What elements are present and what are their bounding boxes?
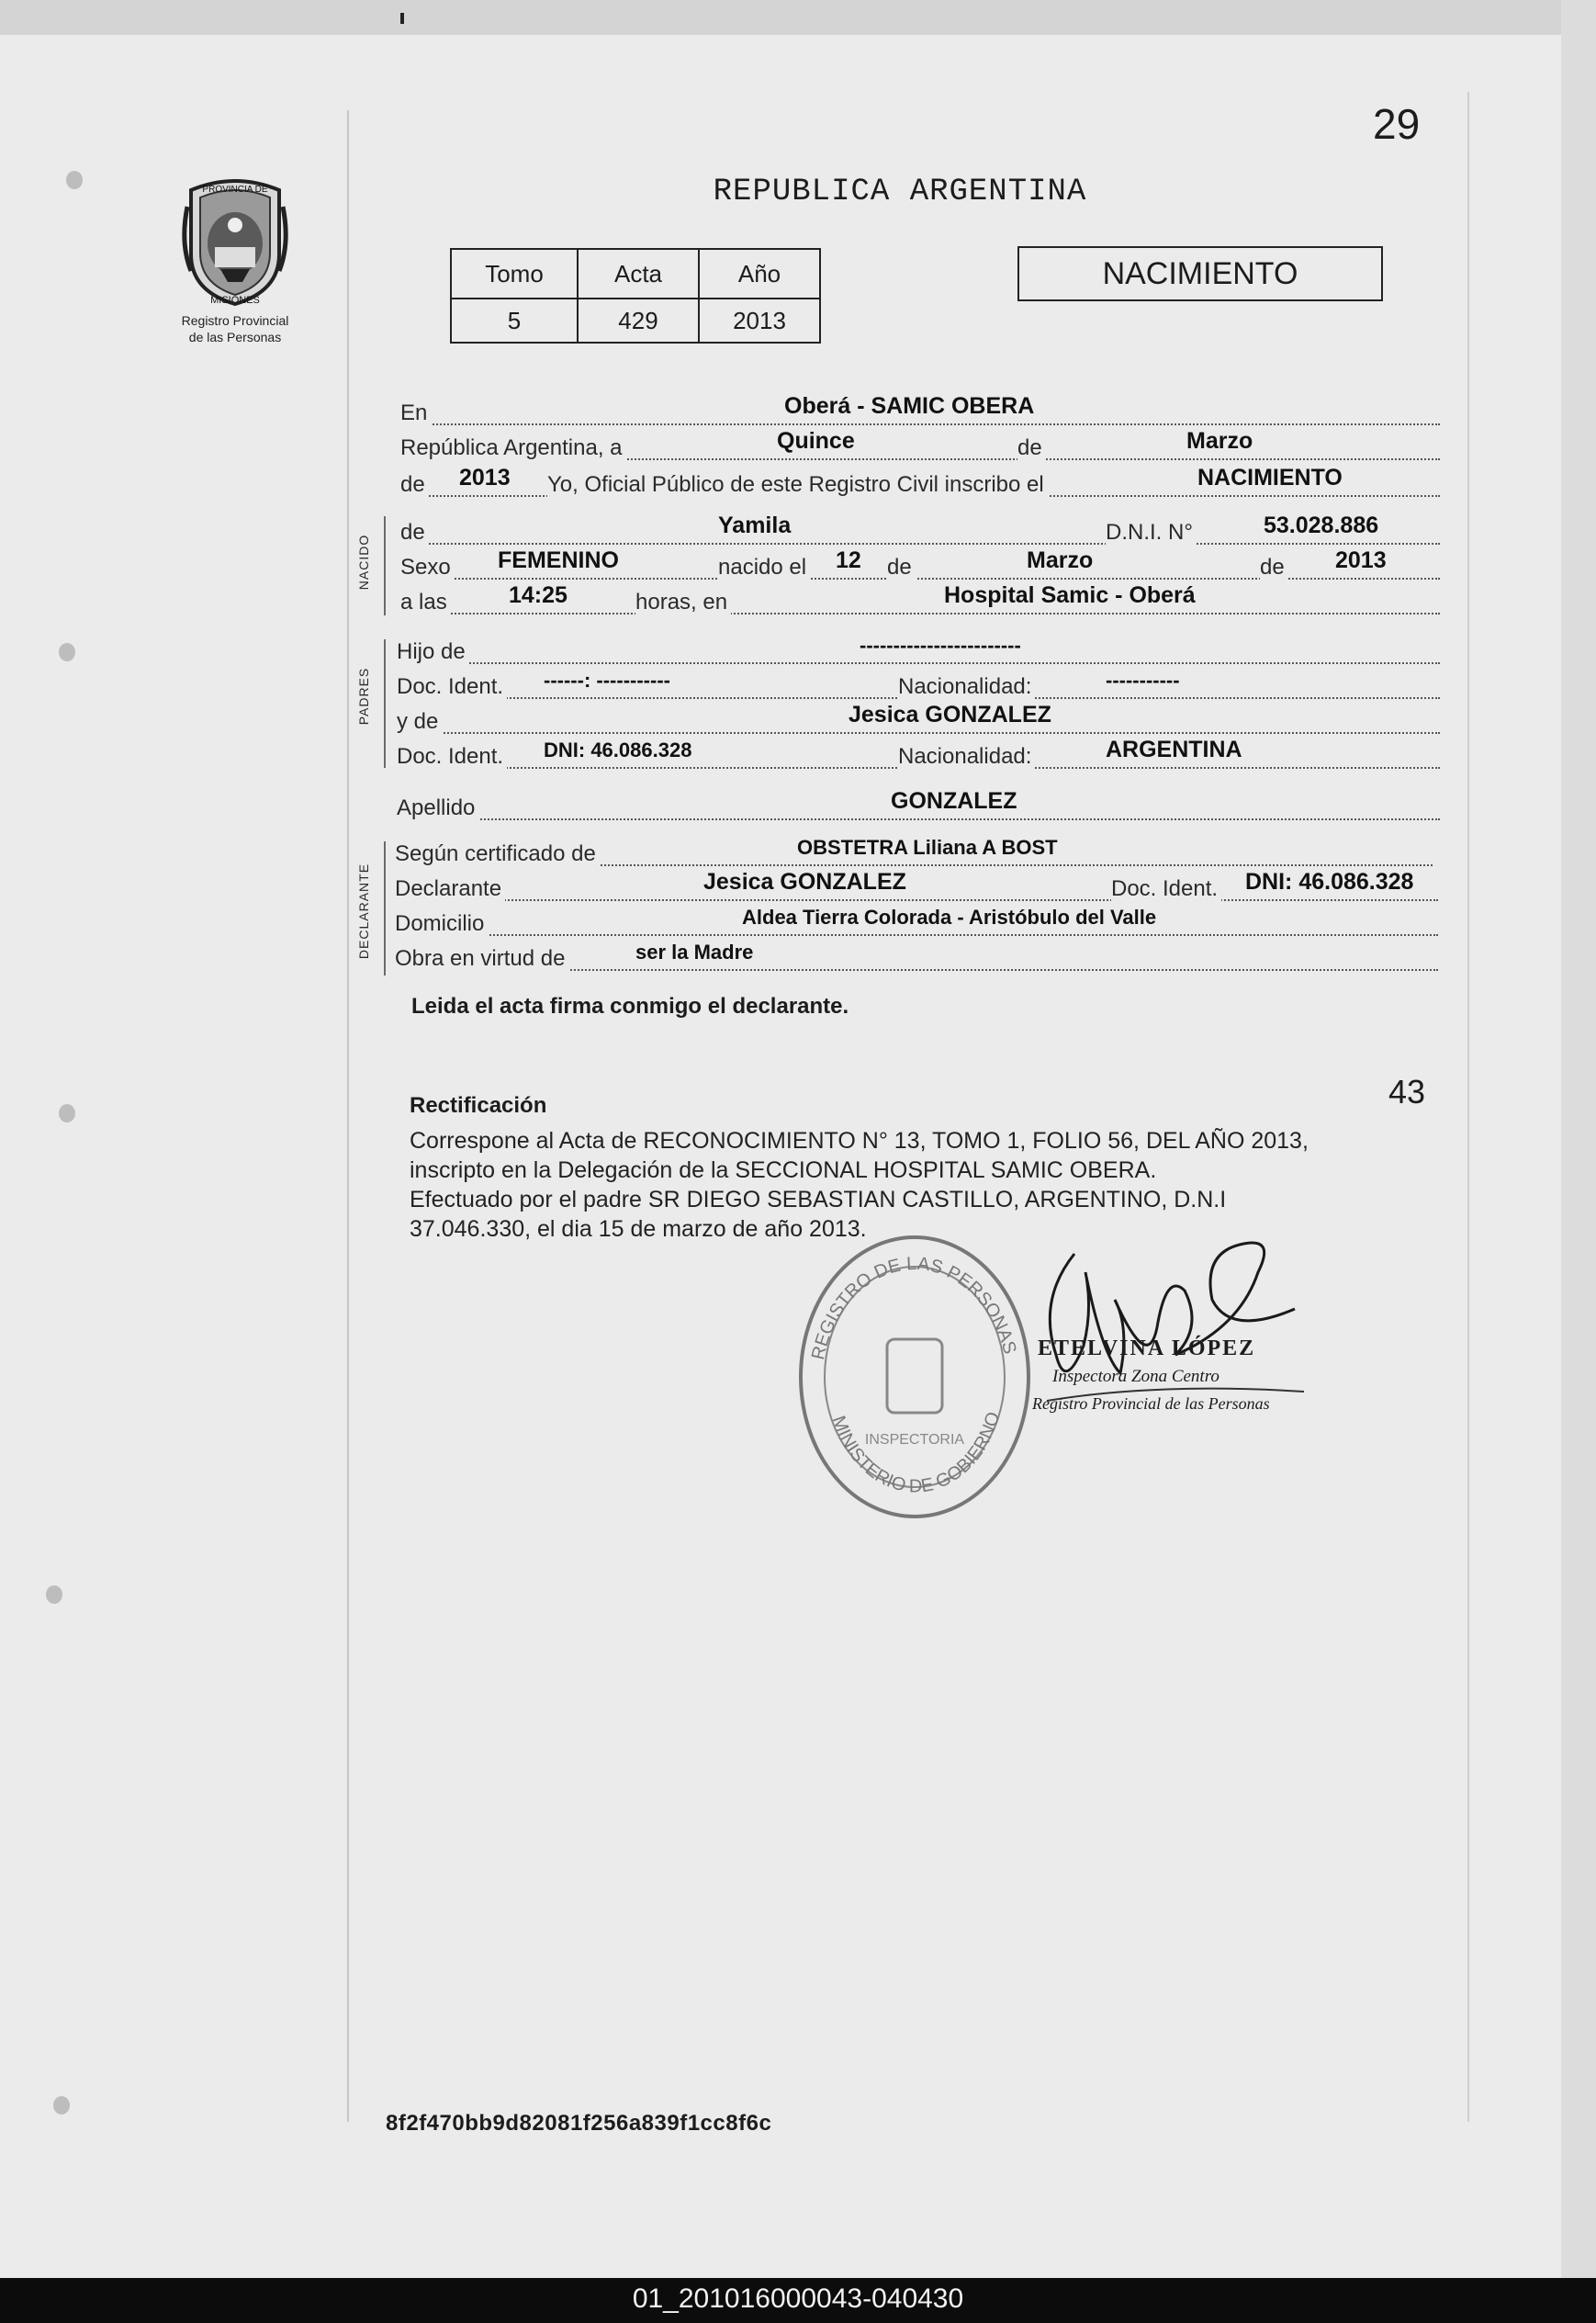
margin-line <box>347 110 349 2122</box>
rectification-number: 43 <box>1388 1073 1426 1111</box>
value-father-doc: ------: ----------- <box>544 669 670 692</box>
value-birth-year: 2013 <box>1335 547 1387 573</box>
section-bracket-padres <box>384 639 386 768</box>
label-official-text: Yo, Oficial Público de este Registro Civil inscribo el <box>547 472 1048 498</box>
value-year: 2013 <box>459 465 511 491</box>
svg-text:INSPECTORIA: INSPECTORIA <box>864 1432 965 1448</box>
row-declarante <box>395 869 1438 904</box>
rectification-line: inscripto en la Delegación de la SECCIONAL HOSPITAL SAMIC OBERA. <box>410 1157 1157 1183</box>
section-label-declarante: DECLARANTE <box>356 863 371 960</box>
row-mother-doc <box>397 737 1440 772</box>
label-de-month: de <box>887 555 916 581</box>
label-doc-ident: Doc. Ident. <box>397 674 507 700</box>
punch-hole <box>53 2096 70 2114</box>
label-republica: República Argentina, a <box>400 435 626 461</box>
document-page <box>0 35 1561 2278</box>
label-doc-ident-2: Doc. Ident. <box>397 744 507 770</box>
page-edge <box>1561 0 1596 2278</box>
official-stamp-icon <box>795 1231 1034 1523</box>
row-nacido-sexo <box>400 547 1440 582</box>
provincial-coat-of-arms-icon <box>178 170 292 308</box>
value-declarante: Jesica GONZALEZ <box>703 869 906 895</box>
value-birth-place: Hospital Samic - Oberá <box>944 582 1196 608</box>
row-domicilio <box>395 906 1438 939</box>
row-apellido <box>397 788 1440 823</box>
value-declarante-doc: DNI: 46.086.328 <box>1245 869 1414 895</box>
value-certificado: OBSTETRA Liliana A BOST <box>797 836 1058 859</box>
value-birth-time: 14:25 <box>509 582 568 608</box>
value-birth-day: 12 <box>836 547 861 573</box>
value-apellido: GONZALEZ <box>891 788 1017 814</box>
table-value-tomo: 5 <box>451 299 578 343</box>
label-de-year2: de <box>1260 555 1288 581</box>
table-header-acta: Acta <box>578 249 699 299</box>
value-mother-nacionalidad: ARGENTINA <box>1106 737 1242 762</box>
punch-hole <box>59 1104 75 1122</box>
punch-hole <box>59 643 75 661</box>
table-value-acta: 429 <box>578 299 699 343</box>
label-segun-certificado: Según certificado de <box>395 841 600 867</box>
section-bracket-declarante <box>384 841 386 975</box>
section-label-padres: PADRES <box>356 667 371 726</box>
section-bracket-nacido <box>384 516 386 615</box>
country-heading: REPUBLICA ARGENTINA <box>713 175 1087 209</box>
value-record: NACIMIENTO <box>1197 465 1343 491</box>
value-father-nacionalidad: ----------- <box>1106 669 1180 692</box>
value-sexo: FEMENINO <box>498 547 619 573</box>
value-mother-doc: DNI: 46.086.328 <box>544 739 692 761</box>
label-nacionalidad: Nacionalidad: <box>898 674 1035 700</box>
value-month: Marzo <box>1186 428 1253 454</box>
row-year <box>400 465 1440 500</box>
footer-bar <box>0 2278 1596 2323</box>
svg-text:MISIONES: MISIONES <box>210 295 260 306</box>
label-sexo: Sexo <box>400 555 455 581</box>
value-child-name: Yamila <box>718 513 792 538</box>
label-nacionalidad-2: Nacionalidad: <box>898 744 1035 770</box>
value-day-words: Quince <box>777 428 855 454</box>
value-mother: Jesica GONZALEZ <box>849 702 1051 727</box>
table-value-anio: 2013 <box>699 299 820 343</box>
svg-text:PROVINCIA DE: PROVINCIA DE <box>202 185 268 195</box>
row-republica <box>400 428 1440 463</box>
rectification-line: Correspone al Acta de RECONOCIMIENTO N° 13, TOMO 1, FOLIO 56, DEL AÑO 2013, <box>410 1128 1309 1154</box>
label-alas: a las <box>400 590 451 615</box>
registry-reference-table <box>450 248 821 344</box>
closing-statement: Leida el acta firma conmigo el declarante. <box>411 994 849 1019</box>
act-type-box: NACIMIENTO <box>1017 246 1383 301</box>
row-certificado <box>395 836 1433 869</box>
signatory-role: Inspectora Zona Centro <box>1052 1367 1219 1386</box>
label-doc-ident-3: Doc. Ident. <box>1111 876 1221 902</box>
rectification-line: Efectuado por el padre SR DIEGO SEBASTIAN CASTILLO, ARGENTINO, D.N.I <box>410 1187 1227 1212</box>
value-child-dni: 53.028.886 <box>1264 513 1379 538</box>
punch-hole <box>66 171 83 189</box>
value-place: Oberá - SAMIC OBERA <box>784 393 1035 419</box>
row-nacido-name <box>400 513 1440 547</box>
value-domicilio: Aldea Tierra Colorada - Aristóbulo del Valle <box>742 906 1157 929</box>
label-apellido: Apellido <box>397 795 478 821</box>
label-en: En <box>400 400 431 426</box>
punch-hole <box>46 1585 62 1604</box>
label-de: de <box>1017 435 1046 461</box>
table-header-anio: Año <box>699 249 820 299</box>
value-birth-month: Marzo <box>1027 547 1094 573</box>
row-hijo-de <box>397 634 1440 667</box>
label-obra-en-virtud: Obra en virtud de <box>395 946 568 972</box>
page-number: 29 <box>1373 100 1421 148</box>
row-nacido-time <box>400 582 1440 617</box>
label-horas-en: horas, en <box>635 590 731 615</box>
svg-text:REGISTRO DE LAS PERSONAS: REGISTRO DE LAS PERSONAS <box>807 1253 1020 1362</box>
value-obra: ser la Madre <box>635 941 754 964</box>
label-declarante: Declarante <box>395 876 505 902</box>
row-father-doc <box>397 669 1440 702</box>
label-y-de: y de <box>397 709 442 735</box>
signatory-organization: Registro Provincial de las Personas <box>1032 1394 1270 1413</box>
rectification-line: 37.046.330, el dia 15 de marzo de año 2013. <box>410 1216 867 1242</box>
svg-text:MINISTERIO DE GOBIERNO: MINISTERIO DE GOBIERNO <box>827 1409 1005 1497</box>
document-hash: 8f2f470bb9d82081f256a839f1cc8f6c <box>386 2111 772 2136</box>
row-obra <box>395 941 1438 974</box>
top-mark <box>400 13 404 24</box>
label-domicilio: Domicilio <box>395 911 488 937</box>
label-hijo-de: Hijo de <box>397 639 469 665</box>
footer-filename: 01_201016000043-040430 <box>632 2284 964 2314</box>
label-nacido-el: nacido el <box>718 555 810 581</box>
label-dni: D.N.I. N° <box>1106 520 1197 546</box>
section-label-nacido: NACIDO <box>356 534 371 591</box>
row-en <box>400 393 1440 428</box>
rectification-title: Rectificación <box>410 1093 547 1118</box>
table-header-tomo: Tomo <box>451 249 578 299</box>
registry-caption: Registro Provincial de las Personas <box>181 313 289 344</box>
value-father: ------------------------ <box>860 634 1021 657</box>
label-de-name: de <box>400 520 429 546</box>
margin-line-right <box>1467 92 1469 2122</box>
label-de-year: de <box>400 472 429 498</box>
row-y-de <box>397 702 1440 737</box>
signatory-name: ETELVINA LÓPEZ <box>1038 1336 1256 1360</box>
